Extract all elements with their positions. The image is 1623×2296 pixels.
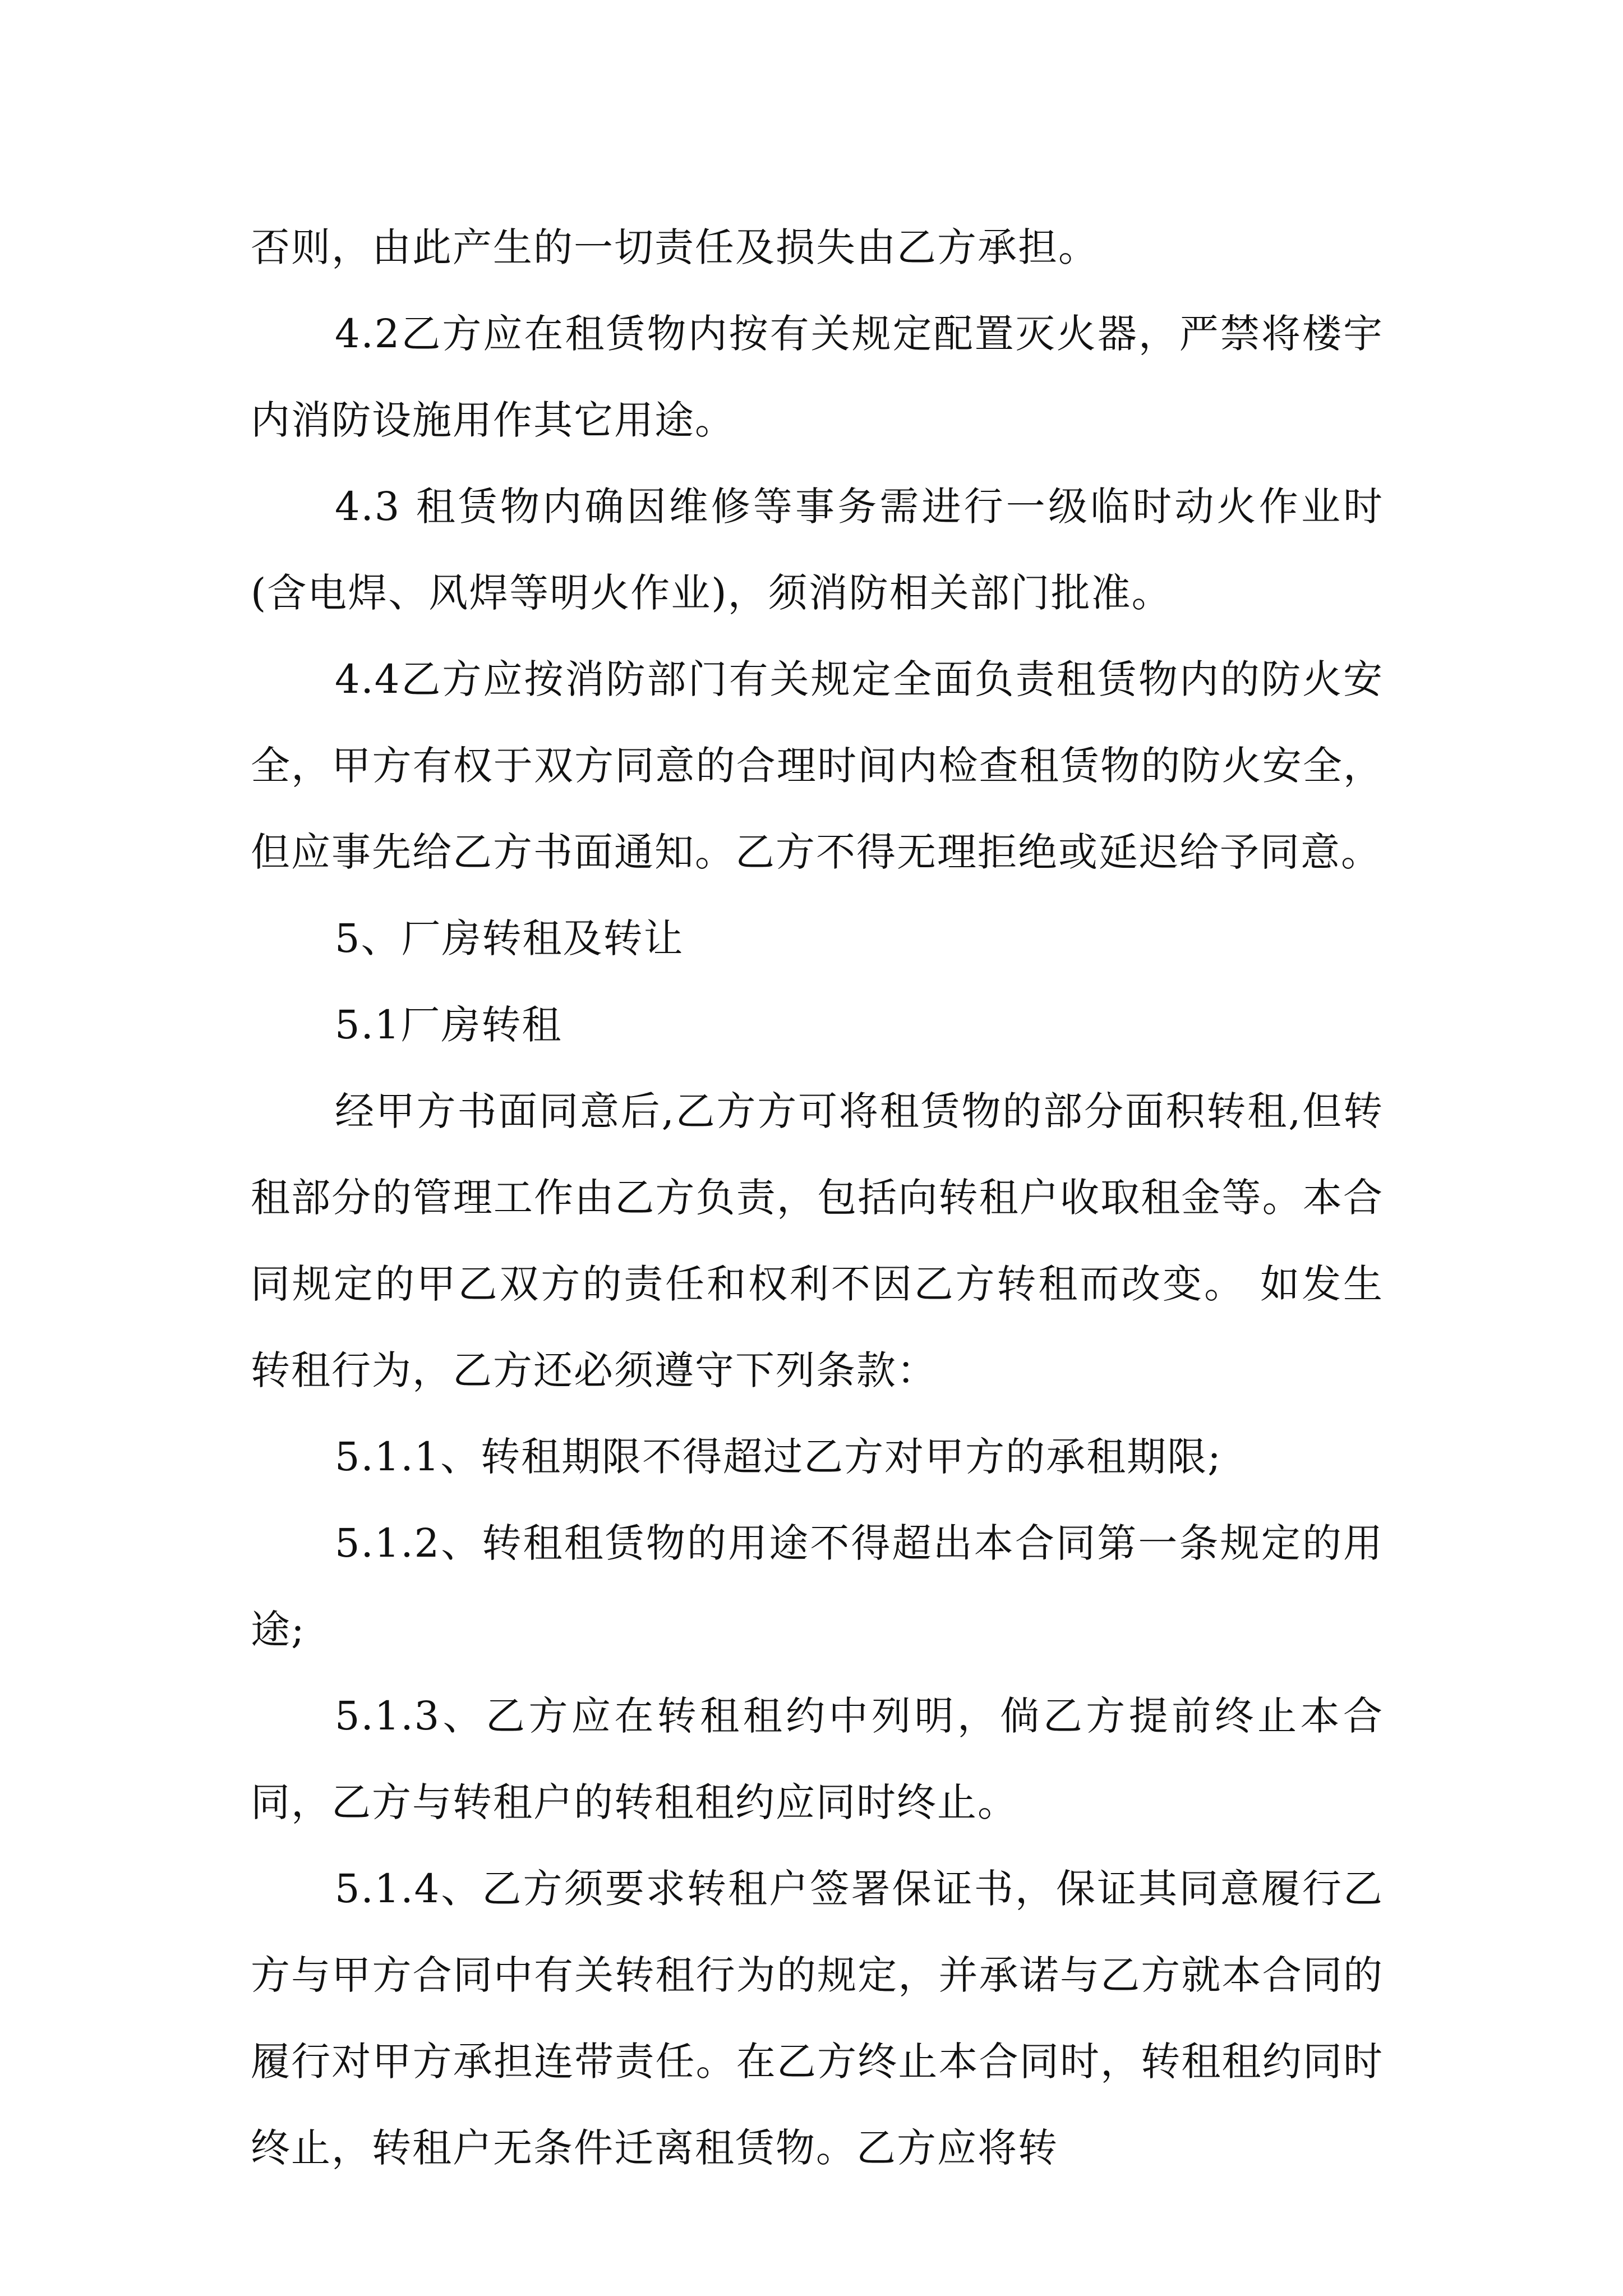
- section-heading-5: 5、厂房转租及转让: [335, 915, 684, 961]
- paragraph-4: 4.4乙方应按消防部门有关规定全面负责租赁物内的防火安全，甲方有权于双方同意的合理时间内检查租赁物的防火安全，但应事先给乙方书面通知。乙方不得无理拒绝或延迟给予同意。: [251, 656, 1384, 875]
- clause-5-1-3: 5.1.3、乙方应在转租租约中列明，倘乙方提前终止本合同，乙方与转租户的转租租约应同时终止。: [251, 1693, 1384, 1825]
- document-body: [251, 204, 1384, 2191]
- clause-5-1-1: 5.1.1、转租期限不得超过乙方对甲方的承租期限;: [335, 1434, 1222, 1480]
- paragraph-2: 4.2乙方应在租赁物内按有关规定配置灭火器，严禁将楼宇内消防设施用作其它用途。: [251, 311, 1384, 443]
- paragraph-3: 4.3 租赁物内确因维修等事务需进行一级临时动火作业时(含电焊、风焊等明火作业)，须消防相关部门批准。: [251, 484, 1384, 616]
- clause-5-1-2: 5.1.2、转租租赁物的用途不得超出本合同第一条规定的用途;: [251, 1520, 1384, 1653]
- subsection-heading-5-1: 5.1厂房转租: [335, 1002, 562, 1048]
- clause-5-1-4: 5.1.4、乙方须要求转租户签署保证书，保证其同意履行乙方与甲方合同中有关转租行为的规定，并承诺与乙方就本合同的履行对甲方承担连带责任。在乙方终止本合同时，转租租约同时终止，转租户无条件迁离租赁物。乙方应将转: [251, 1866, 1384, 2171]
- paragraph-1: 否则，由此产生的一切责任及损失由乙方承担。: [251, 224, 1099, 270]
- paragraph-7: 经甲方书面同意后,乙方方可将租赁物的部分面积转租,但转租部分的管理工作由乙方负责，包括向转租户收取租金等。本合同规定的甲乙双方的责任和权利不因乙方转租而改变。 如发生转租行为，乙方还必须遵守下列条款：: [251, 1088, 1384, 1393]
